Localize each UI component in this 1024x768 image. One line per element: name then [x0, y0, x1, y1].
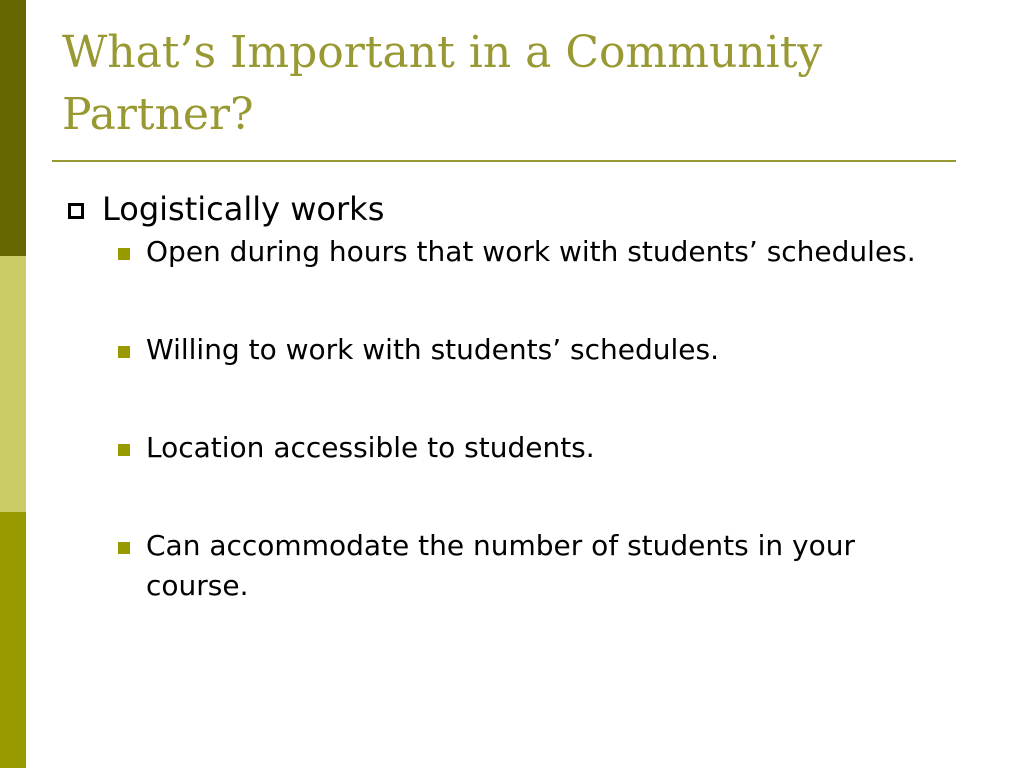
square-bullet-icon: [118, 346, 130, 358]
hollow-square-bullet-icon: [68, 203, 84, 219]
sub-bullet-text: Location accessible to students.: [146, 431, 595, 464]
main-bullet: [62, 186, 952, 232]
side-band-top: [0, 0, 26, 256]
spacer: [62, 370, 952, 428]
sub-bullet-list: [62, 232, 952, 606]
square-bullet-icon: [118, 542, 130, 554]
side-band-middle: [0, 256, 26, 512]
title-underline: [52, 160, 956, 162]
square-bullet-icon: [118, 444, 130, 456]
slide-title: What’s Important in a Community Partner?: [62, 27, 823, 140]
sub-bullet-item: [62, 428, 952, 468]
sub-bullet-item: [62, 526, 952, 606]
sub-bullet-item: [62, 232, 952, 272]
sub-bullet-text: Open during hours that work with students’ schedules.: [146, 235, 916, 268]
square-bullet-icon: [118, 248, 130, 260]
sub-bullet-text: Can accommodate the number of students in your course.: [146, 529, 855, 602]
sub-bullet-item: [62, 330, 952, 370]
slide-content: [62, 186, 952, 606]
sub-bullet-text: Willing to work with students’ schedules.: [146, 333, 719, 366]
spacer: [62, 468, 952, 526]
main-bullet-text: Logistically works: [102, 190, 385, 228]
spacer: [62, 272, 952, 330]
side-band-bottom: [0, 512, 26, 768]
